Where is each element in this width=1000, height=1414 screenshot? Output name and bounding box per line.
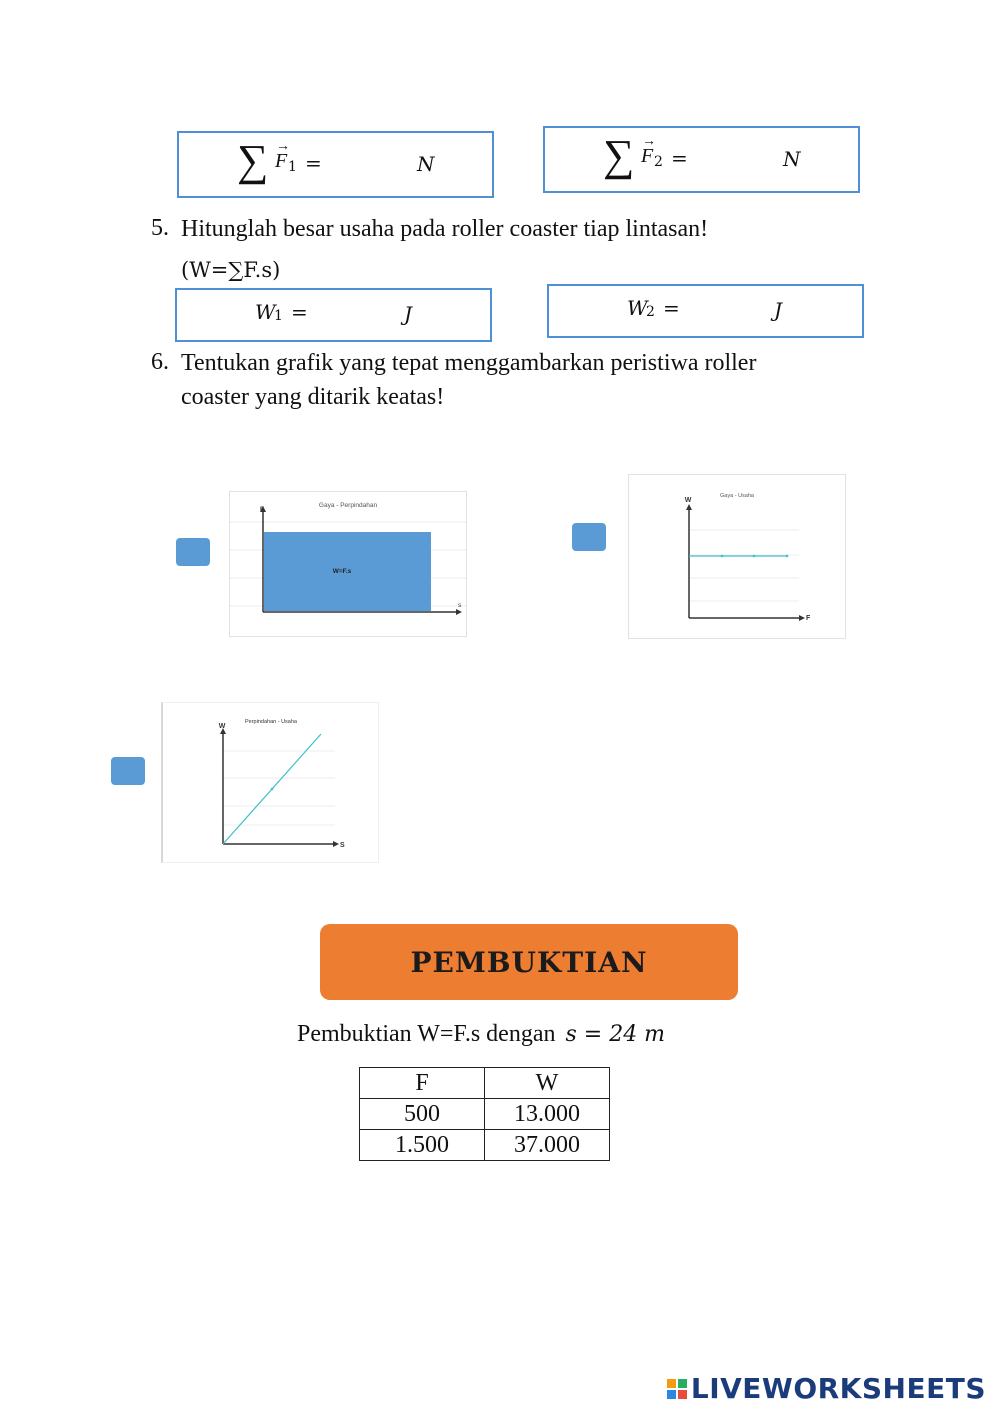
table-header-row	[360, 1068, 610, 1099]
graph-1-area-label: W=F.s	[332, 568, 352, 575]
question-6-number: 6.	[151, 349, 169, 375]
vector-arrow-icon: →	[276, 139, 290, 154]
proof-caption-math: s = 24 m	[565, 1022, 666, 1047]
question-6-line-2: coaster yang ditarik keatas!	[181, 384, 445, 410]
table-cell: 500	[360, 1099, 485, 1130]
proof-caption	[297, 1021, 665, 1048]
proof-banner-title: PEMBUKTIAN	[410, 945, 648, 979]
unit-joule: J	[774, 298, 783, 322]
proof-banner	[320, 924, 738, 1000]
brand-name: LIVEWORKSHEETS	[690, 1372, 986, 1405]
question-5-text: Hitunglah besar usaha pada roller coaster tiap lintasan!	[181, 216, 709, 242]
vector-arrow-icon: →	[642, 134, 656, 149]
table-cell: 13.000	[485, 1099, 610, 1130]
graph-force-displacement	[229, 491, 467, 637]
work-symbol: W	[255, 300, 276, 324]
liveworksheets-icon	[667, 1379, 687, 1399]
graph-force-work	[628, 474, 846, 639]
question-5-formula: (W=∑F.s)	[181, 258, 281, 282]
graph-3-title: Perpindahan - Usaha	[245, 719, 297, 725]
work-1-box	[175, 288, 492, 342]
table-header-f: F	[360, 1068, 485, 1099]
equals-sign: =	[671, 146, 688, 170]
equals-sign: =	[291, 300, 308, 324]
sigma-symbol: ∑	[603, 131, 635, 180]
graph-1-title: Gaya - Perpindahan	[318, 502, 378, 509]
table-header-w: W	[485, 1068, 610, 1099]
table-row	[360, 1130, 610, 1161]
graph-2-y-label: W	[684, 497, 692, 504]
unit-joule: J	[404, 302, 413, 326]
work-subscript: 1	[274, 308, 283, 324]
force-subscript: 1	[288, 159, 297, 175]
graph-2-title: Gaya - Usaha	[720, 493, 754, 499]
liveworksheets-logo[interactable]	[667, 1372, 986, 1405]
graph-3-y-label: W	[218, 723, 226, 730]
graph-2-x-label: F	[806, 615, 811, 622]
graph-option-3-checkbox[interactable]	[111, 757, 145, 785]
proof-table	[359, 1067, 610, 1161]
question-5-number: 5.	[151, 215, 169, 241]
force-subscript: 2	[654, 154, 663, 170]
question-6-line-1: Tentukan grafik yang tepat menggambarkan peristiwa roller	[181, 350, 757, 376]
force-symbol: F	[275, 150, 288, 172]
table-cell: 1.500	[360, 1130, 485, 1161]
graph-option-1-checkbox[interactable]	[176, 538, 210, 566]
graph-option-2-checkbox[interactable]	[572, 523, 606, 551]
unit-newton: N	[417, 152, 435, 176]
work-subscript: 2	[646, 304, 655, 320]
equals-sign: =	[663, 296, 680, 320]
equals-sign: =	[305, 151, 322, 175]
graph-3-x-label: S	[340, 842, 345, 849]
sum-force-2-box	[543, 126, 860, 193]
work-2-box	[547, 284, 864, 338]
sum-force-1-box	[177, 131, 494, 198]
graph-displacement-work	[161, 702, 379, 863]
unit-newton: N	[783, 147, 801, 171]
table-cell: 37.000	[485, 1130, 610, 1161]
table-row	[360, 1099, 610, 1130]
work-symbol: W	[627, 296, 648, 320]
proof-caption-text: Pembuktian W=F.s dengan	[297, 1021, 556, 1047]
sigma-symbol: ∑	[237, 136, 269, 185]
force-symbol: F	[641, 145, 654, 167]
graph-1-x-label: s	[458, 602, 462, 609]
graph-1-y-label: F	[260, 506, 264, 513]
